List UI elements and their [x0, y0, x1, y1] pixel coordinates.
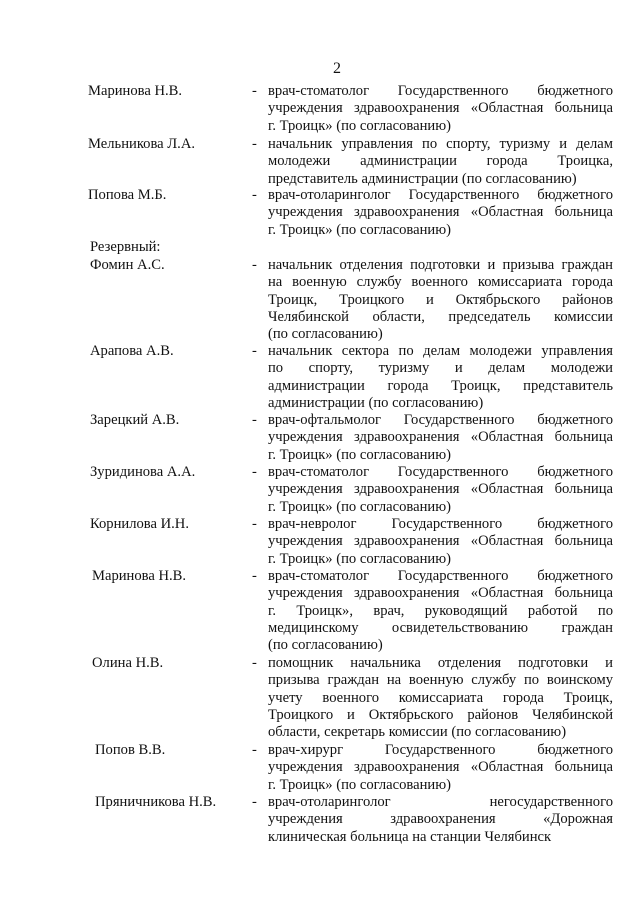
role-description-line: учреждения здравоохранения «Областная больница — [268, 429, 613, 446]
role-description-line: учреждения здравоохранения «Областная больница — [268, 481, 613, 498]
role-description-line: врач-стоматолог Государственного бюджетного — [268, 464, 613, 480]
role-description-line: учреждения здравоохранения «Областная больница — [268, 204, 613, 221]
member-dash: - — [252, 343, 257, 359]
role-description-line: врач-невролог Государственного бюджетного — [268, 516, 613, 532]
role-description-line: начальник управления по спорту, туризму и делам — [268, 136, 613, 152]
role-description-line: г. Троицк», врач, руководящий работой по — [268, 602, 613, 619]
role-description-line: помощник начальника отделения подготовки и — [268, 655, 613, 671]
role-description-line: врач-стоматолог Государственного бюджетного — [268, 83, 613, 99]
member-dash: - — [252, 412, 257, 428]
member-dash: - — [252, 794, 257, 810]
role-description-line: учреждения здравоохранения «Дорожная — [268, 811, 613, 828]
member-role-description — [268, 742, 613, 794]
member-role-description — [268, 257, 613, 343]
member-name: Зуридинова А.А. — [90, 464, 196, 480]
member-role-description — [268, 516, 613, 568]
role-description-line: Троицкого и Октябрьского районов Челябинской — [268, 706, 613, 723]
member-role-description — [268, 794, 613, 846]
member-name: Арапова А.В. — [90, 343, 174, 359]
role-description-line: начальник отделения подготовки и призыва граждан — [268, 257, 613, 273]
role-description-line: (по согласованию) — [268, 326, 383, 343]
role-description-line: г. Троицк» (по согласованию) — [268, 446, 451, 463]
role-description-line: врач-хирург Государственного бюджетного — [268, 742, 613, 758]
member-name: Маринова Н.В. — [88, 83, 183, 99]
member-dash: - — [252, 516, 257, 532]
member-dash: - — [252, 187, 257, 203]
member-role-description — [268, 83, 613, 135]
role-description-line: Троицк, Троицкого и Октябрьского районов — [268, 291, 613, 308]
role-description-line: г. Троицк» (по согласованию) — [268, 550, 451, 567]
member-dash: - — [252, 136, 257, 152]
role-description-line: врач-офтальмолог Государственного бюджетного — [268, 412, 613, 428]
member-role-description — [268, 464, 613, 516]
role-description-line: учету военного комиссариата города Троицк, — [268, 689, 613, 706]
role-description-line: медицинскому освидетельствованию граждан — [268, 619, 613, 636]
role-description-line: учреждения здравоохранения «Областная больница — [268, 759, 613, 776]
member-role-description — [268, 187, 613, 239]
member-role-description — [268, 568, 613, 654]
role-description-line: клиническая больница на станции Челябинск — [268, 828, 552, 845]
member-name: Маринова Н.В. — [92, 568, 187, 584]
role-description-line: учреждения здравоохранения «Областная больница — [268, 533, 613, 550]
member-name: Мельникова Л.А. — [88, 136, 196, 152]
role-description-line: области, секретарь комиссии (по согласованию) — [268, 724, 567, 741]
role-description-line: г. Троицк» (по согласованию) — [268, 776, 451, 793]
member-dash: - — [252, 464, 257, 480]
role-description-line: учреждения здравоохранения «Областная больница — [268, 100, 613, 117]
member-name: Попов В.В. — [95, 742, 166, 758]
member-role-description — [268, 343, 613, 412]
role-description-line: врач-стоматолог Государственного бюджетного — [268, 568, 613, 584]
member-role-description — [268, 412, 613, 464]
reserve-section-label: Резервный: — [90, 239, 161, 255]
role-description-line: врач-отоларинголог Государственного бюджетного — [268, 187, 613, 203]
role-description-line: молодежи администрации города Троицка, — [268, 153, 613, 170]
member-role-description — [268, 655, 613, 741]
member-role-description — [268, 136, 613, 188]
role-description-line: администрации города Троицк, представитель — [268, 377, 613, 394]
member-name: Зарецкий А.В. — [90, 412, 180, 428]
member-name: Олина Н.В. — [92, 655, 164, 671]
member-dash: - — [252, 257, 257, 273]
role-description-line: г. Троицк» (по согласованию) — [268, 117, 451, 134]
role-description-line: представитель администрации (по согласованию) — [268, 170, 577, 187]
role-description-line: на военную службу военного комиссариата города — [268, 274, 613, 291]
member-dash: - — [252, 83, 257, 99]
role-description-line: г. Троицк» (по согласованию) — [268, 498, 451, 515]
role-description-line: начальник сектора по делам молодежи управления — [268, 343, 613, 359]
member-dash: - — [252, 655, 257, 671]
role-description-line: врач-отоларинголог негосударственного — [268, 794, 613, 810]
member-dash: - — [252, 742, 257, 758]
role-description-line: (по согласованию) — [268, 637, 383, 654]
member-name: Фомин А.С. — [90, 257, 165, 273]
role-description-line: администрации (по согласованию) — [268, 394, 484, 411]
page-number: 2 — [333, 60, 341, 77]
role-description-line: по спорту, туризму и делам молодежи — [268, 360, 613, 377]
role-description-line: Челябинской области, председатель комиссии — [268, 308, 613, 325]
member-name: Попова М.Б. — [88, 187, 167, 203]
role-description-line: призыва граждан на военную службу по воинскому — [268, 672, 613, 689]
member-name: Корнилова И.Н. — [90, 516, 189, 532]
role-description-line: учреждения здравоохранения «Областная больница — [268, 585, 613, 602]
role-description-line: г. Троицк» (по согласованию) — [268, 221, 451, 238]
member-dash: - — [252, 568, 257, 584]
member-name: Пряничникова Н.В. — [95, 794, 217, 810]
